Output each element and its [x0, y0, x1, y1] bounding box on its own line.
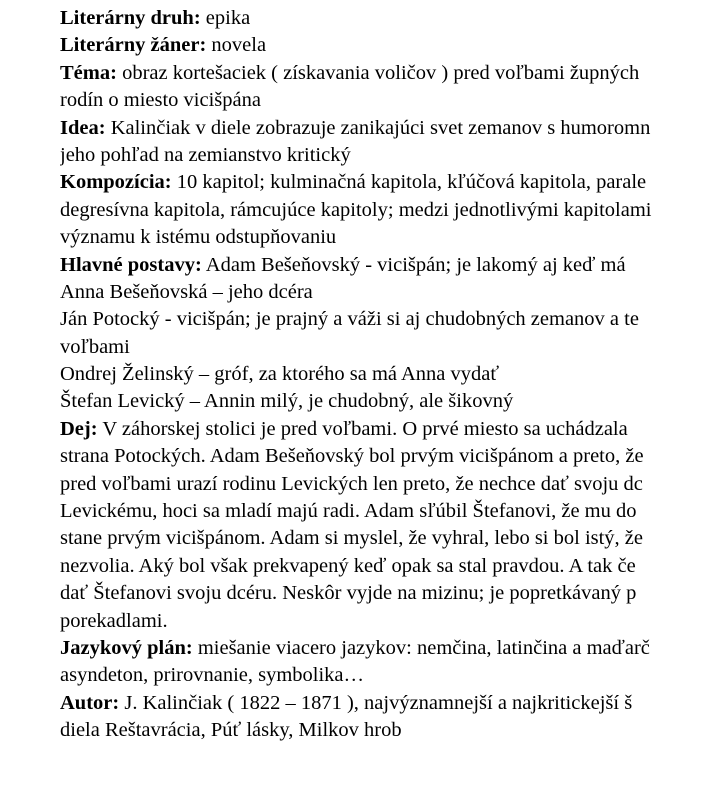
line-text: asyndeton, prirovnanie, symbolika…	[60, 664, 365, 687]
line-text: novela	[206, 34, 267, 57]
line-text: porekadlami.	[60, 609, 168, 632]
line-text: Ondrej Želinský – gróf, za ktorého sa má Anna vydať	[60, 363, 500, 386]
line-author	[60, 690, 726, 717]
line-plot-cont	[60, 553, 726, 580]
line-text: Levickému, hoci sa mladí majú radi. Adam sľúbil Štefanovi, že mu do	[60, 500, 637, 523]
line-text: pred voľbami urazí rodinu Levických len preto, že nechce dať svoju dc	[60, 472, 643, 495]
line-text: diela Reštavrácia, Púť lásky, Milkov hrob	[60, 719, 402, 742]
line-character	[60, 279, 726, 306]
line-plot-cont	[60, 443, 726, 470]
line-text: rodín o miesto vicišpána	[60, 89, 261, 112]
line-label: Dej:	[60, 417, 98, 440]
line-text: stane prvým vicišpánom. Adam si myslel, že vyhral, lebo si bol istý, že	[60, 527, 644, 550]
line-idea	[60, 115, 726, 142]
line-theme	[60, 60, 726, 87]
line-plot-cont	[60, 608, 726, 635]
line-plot-cont	[60, 525, 726, 552]
line-plot-cont	[60, 580, 726, 607]
line-character-cont	[60, 334, 726, 361]
line-plot-cont	[60, 498, 726, 525]
line-plot	[60, 416, 726, 443]
line-literary-type	[60, 5, 726, 32]
line-label: Téma:	[60, 61, 117, 84]
line-main-characters	[60, 252, 726, 279]
line-composition-cont	[60, 224, 726, 251]
line-label: Autor:	[60, 691, 120, 714]
line-text: strana Potockých. Adam Bešeňovský bol prvým vicišpánom a preto, že	[60, 445, 644, 468]
line-text: Adam Bešeňovský - vicišpán; je lakomý aj keď má	[201, 253, 626, 276]
line-label: Kompozícia:	[60, 171, 172, 194]
line-literary-genre	[60, 32, 726, 59]
line-text: obraz kortešaciek ( získavania voličov ) pred voľbami župných	[116, 61, 640, 84]
line-text: Anna Bešeňovská – jeho dcéra	[60, 280, 313, 303]
line-character	[60, 361, 726, 388]
line-plot-cont	[60, 471, 726, 498]
line-theme-cont	[60, 87, 726, 114]
line-text: J. Kalinčiak ( 1822 – 1871 ), najvýznamnejší a najkritickejší š	[119, 691, 633, 714]
line-text: degresívna kapitola, rámcujúce kapitoly; medzi jednotlivými kapitolami	[60, 198, 652, 221]
line-text: epika	[200, 7, 251, 29]
line-composition	[60, 169, 726, 196]
line-language-plan	[60, 635, 726, 662]
line-label: Literárny druh:	[60, 7, 201, 29]
line-label: Idea:	[60, 116, 106, 139]
line-idea-cont	[60, 142, 726, 169]
line-text: významu k istému odstupňovaniu	[60, 226, 337, 249]
line-text: nezvolia. Aký bol však prekvapený keď opak sa stal pravdou. A tak če	[60, 554, 636, 577]
line-language-plan-cont	[60, 662, 726, 689]
line-text: Ján Potocký - vicišpán; je prajný a váži si aj chudobných zemanov a te	[60, 308, 639, 331]
line-label: Hlavné postavy:	[60, 253, 202, 276]
line-text: miešanie viacero jazykov: nemčina, latinčina a maďarč	[192, 636, 650, 659]
line-label: Literárny žáner:	[60, 34, 207, 57]
line-label: Jazykový plán:	[60, 636, 193, 659]
line-character	[60, 388, 726, 415]
line-composition-cont	[60, 197, 726, 224]
line-text: 10 kapitol; kulminačná kapitola, kľúčová kapitola, parale	[171, 171, 647, 194]
line-text: jeho pohľad na zemianstvo kritický	[60, 143, 351, 166]
document-page	[60, 5, 726, 745]
line-text: V záhorskej stolici je pred voľbami. O prvé miesto sa uchádzala	[97, 417, 628, 440]
line-text: Kalinčiak v diele zobrazuje zanikajúci svet zemanov s humoromn	[105, 116, 651, 139]
line-author-cont	[60, 717, 726, 744]
line-text: Štefan Levický – Annin milý, je chudobný, ale šikovný	[60, 390, 514, 413]
line-text: dať Štefanovi svoju dcéru. Neskôr vyjde na mizinu; je popretkávaný p	[60, 582, 637, 605]
line-character	[60, 306, 726, 333]
line-text: voľbami	[60, 335, 130, 358]
